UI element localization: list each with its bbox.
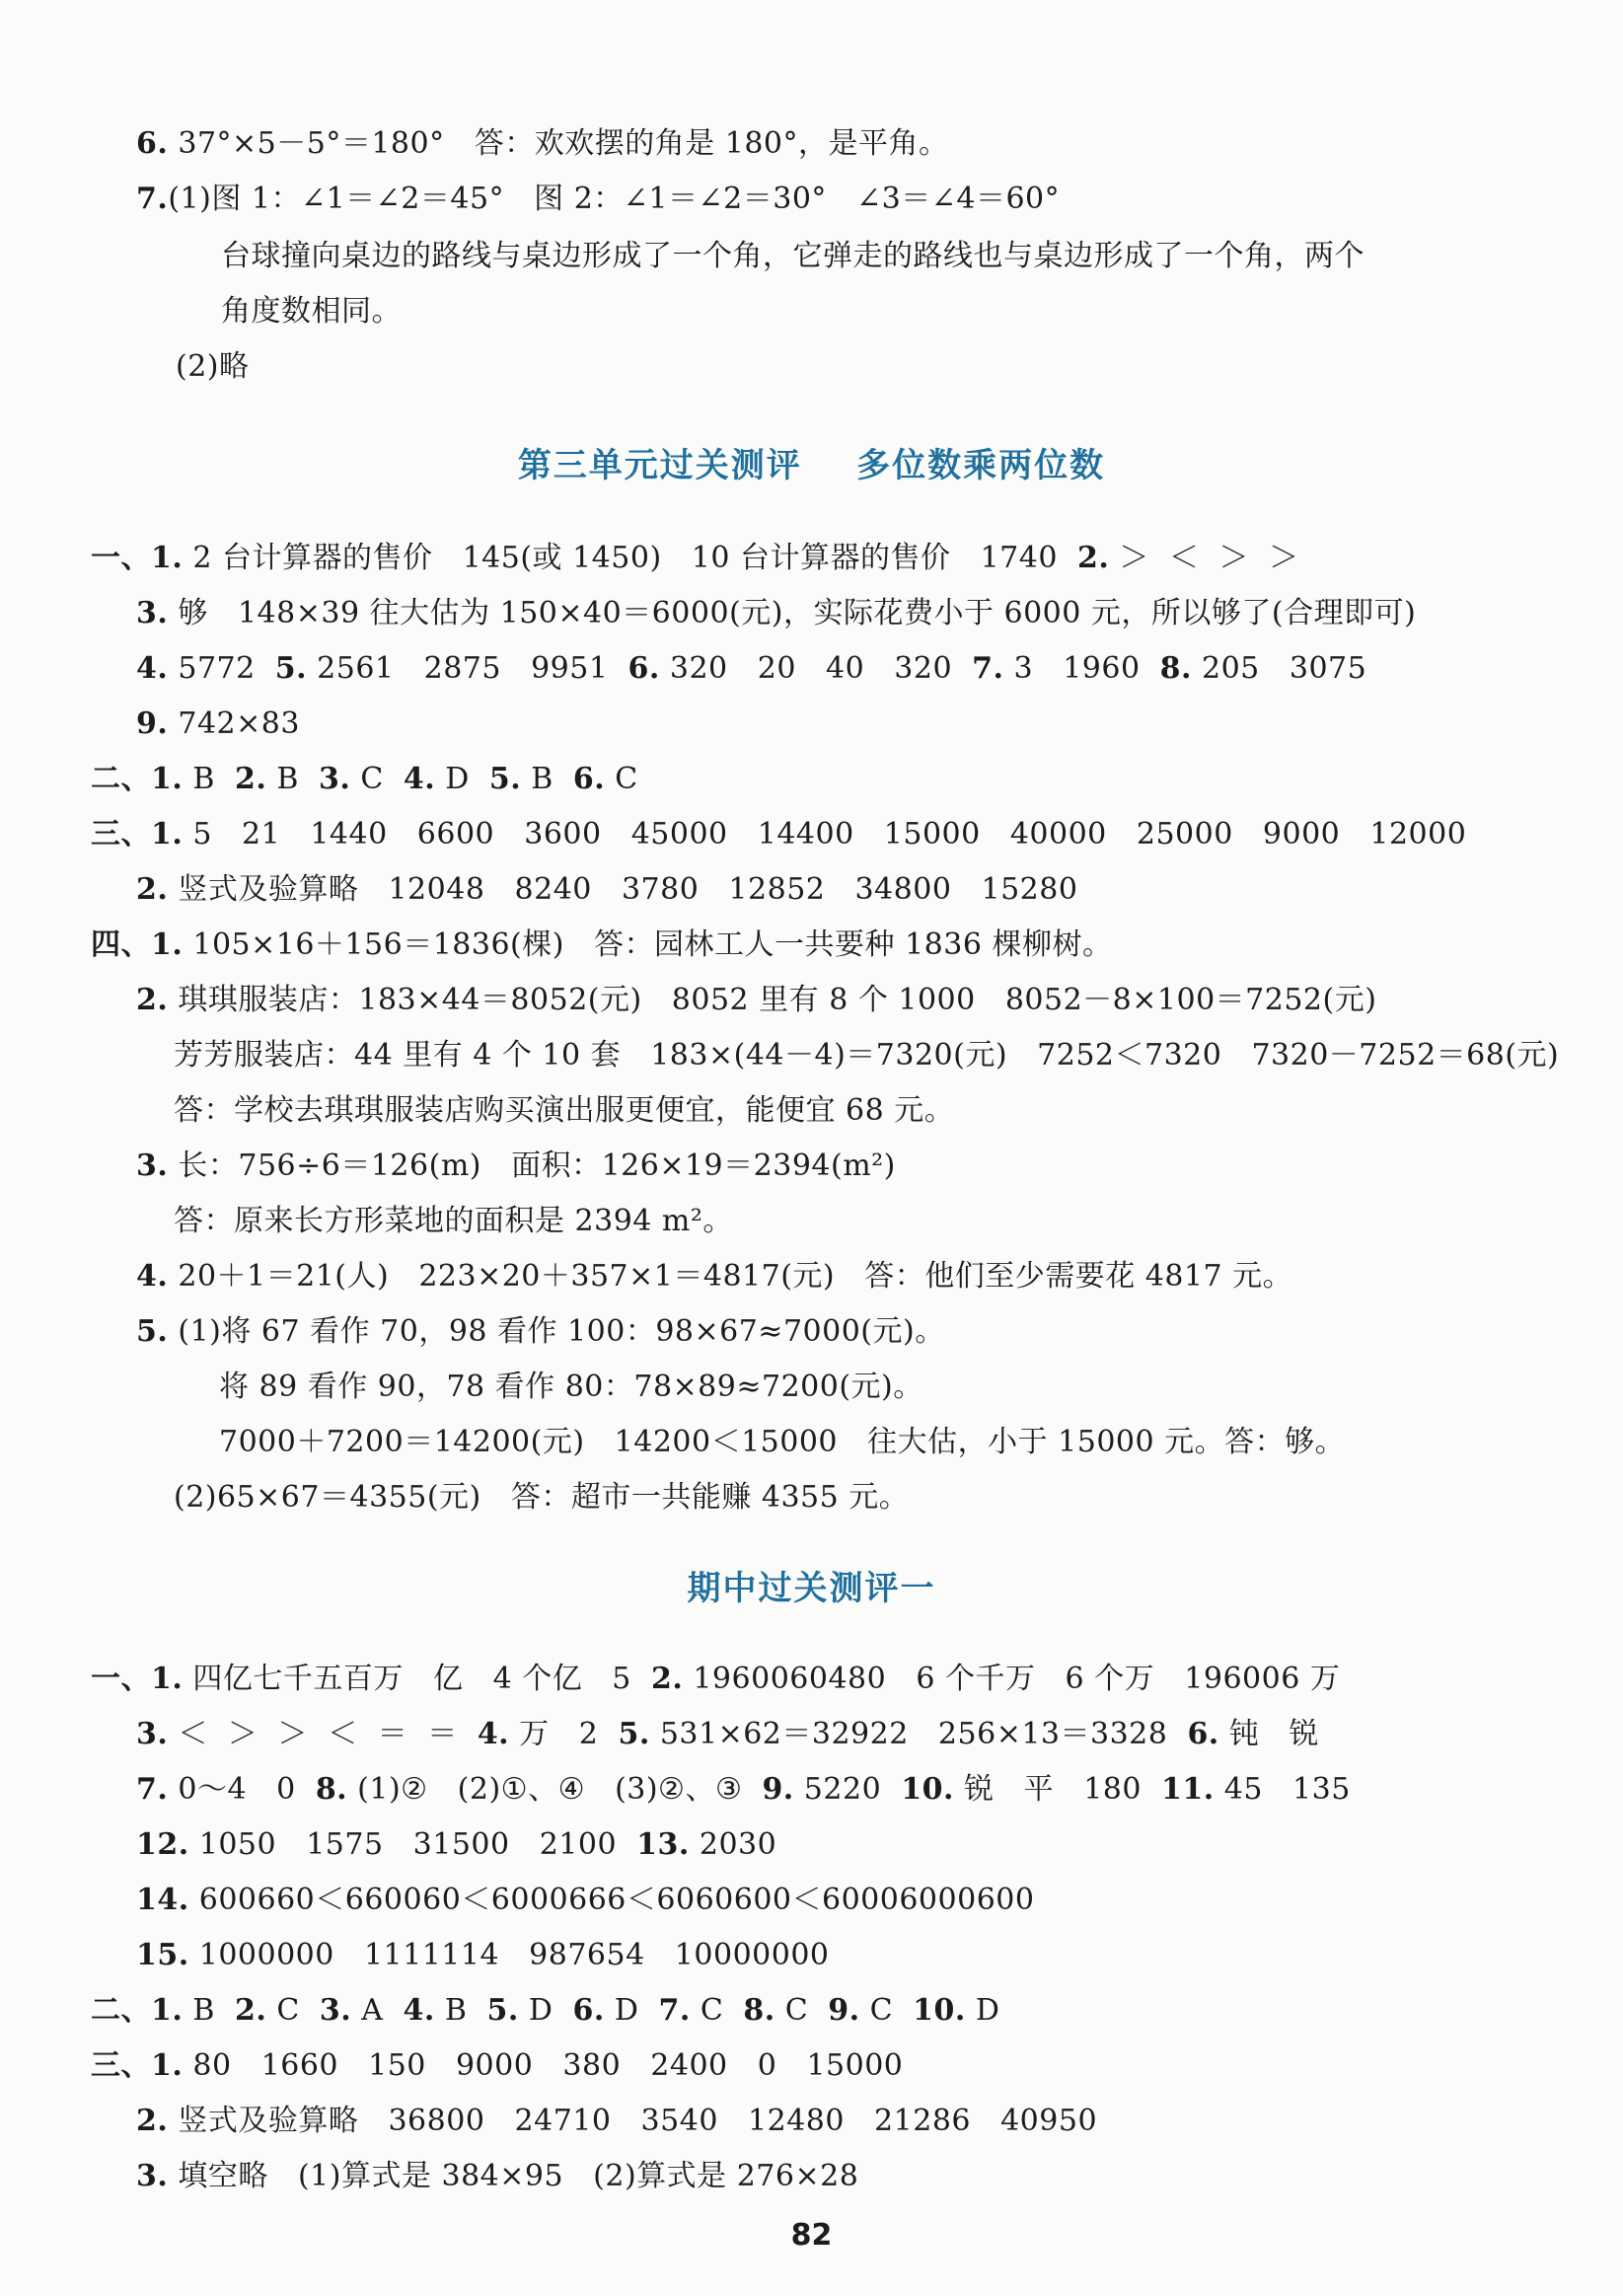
answer-line: [136, 981, 1376, 1020]
item-number: 3.: [136, 1717, 169, 1751]
item-number: 7.: [658, 1993, 691, 2028]
item-number: 4.: [403, 762, 436, 796]
answer-text: (1)② (2)①、④ (3)②、③: [347, 1772, 763, 1807]
answer-line: [136, 870, 1077, 910]
answer-text: B: [434, 1993, 487, 2028]
answer-text: 钝 锐: [1218, 1717, 1319, 1751]
answer-line: [91, 815, 1466, 854]
item-number: 一、1.: [91, 541, 184, 575]
answer-text: C: [859, 1993, 914, 2028]
answer-text: C: [350, 762, 404, 796]
answer-text: A: [351, 1993, 404, 2028]
item-number: 2.: [136, 983, 169, 1017]
page-number: 82: [790, 2218, 833, 2253]
answer-text: 1000000 1111114 987654 10000000: [188, 1938, 830, 1972]
answer-text: B: [521, 762, 573, 796]
answer-text: 四亿七千五百万 亿 4 个亿 5: [183, 1662, 651, 1696]
item-number: 9.: [136, 706, 169, 741]
item-number: 四、1.: [91, 927, 184, 962]
answer-text: 2561 2875 9951: [307, 651, 628, 686]
item-number: 2.: [650, 1662, 684, 1696]
answer-text: 3 1960: [1003, 651, 1160, 686]
item-number: 3.: [319, 1993, 352, 2028]
answer-line: [91, 926, 1112, 965]
answer-line: [91, 539, 1299, 578]
item-number: 二、1.: [91, 1993, 184, 2028]
item-number: 6.: [136, 126, 169, 161]
item-number: 15.: [136, 1938, 189, 1972]
answer-text: 531×62＝32922 256×13＝3328: [649, 1717, 1188, 1751]
item-number: 5.: [488, 762, 522, 796]
answer-line: 7000＋7200＝14200(元) 14200＜15000 往大估，小于 15000 元。答：够。: [219, 1425, 1346, 1459]
item-number: 6.: [572, 1993, 605, 2028]
answer-text: 填空略 (1)算式是 384×95 (2)算式是 276×28: [168, 2159, 859, 2193]
answer-text: 5 21 1440 6600 3600 45000 14400 15000 40000 25000 9000 12000: [183, 817, 1467, 852]
answer-line: [136, 2157, 858, 2196]
item-number: 二、1.: [91, 762, 184, 796]
answer-line: [136, 649, 1366, 689]
item-number: 8.: [1159, 651, 1192, 686]
answer-text: C: [690, 1993, 744, 2028]
answer-text: 80 1660 150 9000 380 2400 0 15000: [183, 2048, 904, 2083]
answer-text: 2030: [689, 1827, 777, 1862]
item-number: 7.: [136, 182, 169, 216]
answer-text: 0～4 0: [168, 1772, 316, 1807]
answer-text: 45 135: [1214, 1772, 1351, 1807]
answer-text: 320 20 40 320: [659, 651, 973, 686]
answer-line: [136, 1825, 776, 1865]
item-number: 三、1.: [91, 817, 184, 852]
answer-line: 将 89 看作 90，78 看作 80：78×89≈7200(元)。: [219, 1370, 923, 1404]
answer-text: 竖式及验算略 12048 8240 3780 12852 34800 15280: [168, 872, 1078, 907]
answer-line: (2)略: [176, 349, 250, 384]
answer-text: (1)图 1：∠1＝∠2＝45° 图 2：∠1＝∠2＝30° ∠3＝∠4＝60°: [168, 182, 1061, 216]
section-heading: 第三单元过关测评 多位数乘两位数: [517, 446, 1106, 485]
answer-text: 37°×5－5°＝180° 答：欢欢摆的角是 180°，是平角。: [168, 126, 949, 161]
answer-text: 20＋1＝21(人) 223×20＋357×1＝4817(元) 答：他们至少需要花 4817 元。: [168, 1259, 1293, 1294]
answer-line: [91, 2046, 903, 2086]
item-number: 3.: [318, 762, 351, 796]
item-number: 2.: [1077, 541, 1110, 575]
item-number: 9.: [762, 1772, 794, 1807]
answer-text: C: [605, 762, 638, 796]
answer-text: D: [604, 1993, 659, 2028]
answer-line: [136, 1770, 1351, 1810]
item-number: 6.: [1187, 1717, 1219, 1751]
item-number: 3.: [136, 2159, 169, 2193]
answer-line: [136, 594, 1416, 633]
answer-text: 105×16＋156＝1836(棵) 答：园林工人一共要种 1836 棵柳树。: [183, 927, 1113, 962]
answer-line: [91, 760, 638, 799]
answer-line: [136, 1881, 1034, 1920]
answer-text: 1960060480 6 个千万 6 个万 196006 万: [683, 1662, 1341, 1696]
answer-text: 够 148×39 往大估为 150×40＝6000(元)，实际花费小于 6000 元，所以够了(合理即可): [168, 596, 1417, 630]
item-number: 5.: [486, 1993, 519, 2028]
section-heading: 期中过关测评一: [687, 1569, 936, 1608]
answer-text: 5220: [793, 1772, 902, 1807]
item-number: 三、1.: [91, 2048, 184, 2083]
item-number: 6.: [627, 651, 660, 686]
answer-text: D: [518, 1993, 573, 2028]
item-number: 4.: [136, 651, 169, 686]
answer-text: D: [435, 762, 489, 796]
item-number: 3.: [136, 1148, 169, 1183]
answer-text: 600660＜660060＜6000666＜6060600＜60006000600: [188, 1883, 1035, 1917]
answer-text: 205 3075: [1191, 651, 1367, 686]
answer-text: B: [183, 1993, 235, 2028]
item-number: 14.: [136, 1883, 189, 1917]
answer-text: 琪琪服装店：183×44＝8052(元) 8052 里有 8 个 1000 8052－8×100＝7252(元): [168, 983, 1377, 1017]
item-number: 11.: [1161, 1772, 1215, 1807]
item-number: 5.: [618, 1717, 650, 1751]
answer-text: ＜ ＞ ＞ ＜ ＝ ＝: [168, 1717, 478, 1751]
answer-text: B: [183, 762, 235, 796]
answer-text: 长：756÷6＝126(m) 面积：126×19＝2394(m²): [168, 1148, 896, 1183]
answer-line: 答：学校去琪琪服装店购买演出服更便宜，能便宜 68 元。: [174, 1093, 955, 1128]
item-number: 8.: [315, 1772, 348, 1807]
item-number: 12.: [136, 1827, 189, 1862]
item-number: 2.: [234, 1993, 267, 2028]
answer-text: B: [266, 762, 319, 796]
answer-line: [136, 1936, 830, 1975]
item-number: 4.: [403, 1993, 435, 2028]
item-number: 9.: [828, 1993, 860, 2028]
item-number: 8.: [743, 1993, 775, 2028]
item-number: 2.: [136, 872, 169, 907]
answer-text: ＞ ＜ ＞ ＞: [1109, 541, 1299, 575]
answer-text: 万 2: [509, 1717, 619, 1751]
answer-text: (1)将 67 看作 70，98 看作 100：98×67≈7000(元)。: [168, 1314, 945, 1349]
item-number: 3.: [136, 596, 169, 630]
answer-line: [136, 1715, 1319, 1754]
answer-text: 竖式及验算略 36800 24710 3540 12480 21286 40950: [168, 2104, 1098, 2138]
item-number: 4.: [477, 1717, 510, 1751]
answer-line: [136, 1147, 896, 1186]
answer-text: 2 台计算器的售价 145(或 1450) 10 台计算器的售价 1740: [183, 541, 1077, 575]
item-number: 2.: [234, 762, 267, 796]
item-number: 10.: [901, 1772, 954, 1807]
item-number: 4.: [136, 1259, 169, 1294]
item-number: 2.: [136, 2104, 169, 2138]
answer-text: C: [266, 1993, 320, 2028]
answer-line: [136, 1257, 1292, 1296]
answer-line: 芳芳服装店：44 里有 4 个 10 套 183×(44－4)＝7320(元) 7252＜7320 7320－7252＝68(元): [174, 1038, 1560, 1073]
item-number: 7.: [136, 1772, 169, 1807]
answer-line: [136, 124, 949, 164]
answer-text: 1050 1575 31500 2100: [188, 1827, 637, 1862]
answer-line: [136, 704, 300, 744]
answer-line: (2)65×67＝4355(元) 答：超市一共能赚 4355 元。: [174, 1480, 910, 1515]
item-number: 13.: [636, 1827, 690, 1862]
answer-line: [136, 180, 1060, 219]
answer-line: [91, 1991, 999, 2031]
answer-line: 角度数相同。: [221, 294, 402, 329]
answer-text: 742×83: [168, 706, 300, 741]
item-number: 5.: [136, 1314, 169, 1349]
answer-text: 锐 平 180: [953, 1772, 1162, 1807]
item-number: 10.: [913, 1993, 966, 2028]
answer-line: 答：原来长方形菜地的面积是 2394 m²。: [174, 1204, 733, 1238]
answer-line: [91, 1660, 1340, 1699]
item-number: 6.: [572, 762, 606, 796]
answer-text: D: [965, 1993, 1000, 2028]
item-number: 7.: [972, 651, 1004, 686]
answer-line: [136, 2102, 1097, 2141]
answer-line: 台球撞向桌边的路线与桌边形成了一个角，它弹走的路线也与桌边形成了一个角，两个: [221, 239, 1365, 273]
answer-text: C: [775, 1993, 829, 2028]
item-number: 一、1.: [91, 1662, 184, 1696]
answer-line: [136, 1312, 945, 1352]
item-number: 5.: [274, 651, 308, 686]
answer-text: 5772: [168, 651, 275, 686]
